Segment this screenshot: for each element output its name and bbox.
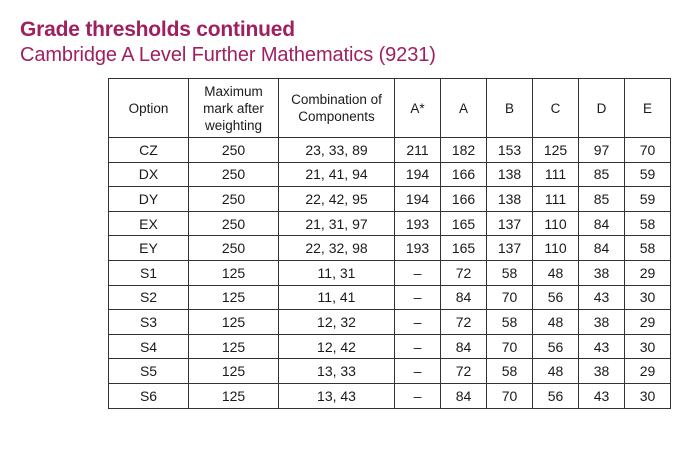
grade-thresholds-table — [108, 78, 671, 409]
cell-grade-c: 56 — [533, 285, 579, 310]
cell-grade-c: 48 — [533, 359, 579, 384]
header-grade-d: D — [579, 79, 625, 138]
cell-grade-astar: – — [395, 359, 441, 384]
cell-option: DX — [109, 162, 189, 187]
cell-option: EX — [109, 211, 189, 236]
cell-grade-d: 43 — [579, 285, 625, 310]
cell-combination: 11, 31 — [279, 260, 395, 285]
cell-grade-e: 29 — [625, 359, 671, 384]
cell-grade-d: 97 — [579, 138, 625, 163]
cell-grade-b: 70 — [487, 285, 533, 310]
cell-grade-astar: 194 — [395, 187, 441, 212]
cell-combination: 21, 31, 97 — [279, 211, 395, 236]
header-grade-a: A — [441, 79, 487, 138]
table-row — [109, 260, 671, 285]
cell-option: S4 — [109, 334, 189, 359]
cell-combination: 12, 42 — [279, 334, 395, 359]
cell-grade-c: 110 — [533, 236, 579, 261]
table-row — [109, 187, 671, 212]
cell-grade-b: 70 — [487, 334, 533, 359]
cell-grade-astar: – — [395, 260, 441, 285]
cell-max-mark: 250 — [189, 138, 279, 163]
table-row — [109, 359, 671, 384]
cell-grade-a: 165 — [441, 236, 487, 261]
cell-combination: 22, 42, 95 — [279, 187, 395, 212]
cell-grade-b: 137 — [487, 211, 533, 236]
cell-max-mark: 125 — [189, 285, 279, 310]
cell-grade-astar: 193 — [395, 236, 441, 261]
cell-grade-a: 84 — [441, 285, 487, 310]
cell-grade-b: 58 — [487, 359, 533, 384]
cell-grade-c: 56 — [533, 383, 579, 408]
cell-grade-c: 48 — [533, 260, 579, 285]
cell-grade-d: 84 — [579, 236, 625, 261]
cell-grade-a: 84 — [441, 383, 487, 408]
header-combination: Combination of Components — [279, 79, 395, 138]
cell-grade-astar: – — [395, 334, 441, 359]
cell-max-mark: 125 — [189, 334, 279, 359]
cell-max-mark: 250 — [189, 211, 279, 236]
page-heading: Grade thresholds continued — [20, 18, 295, 41]
cell-option: S2 — [109, 285, 189, 310]
cell-grade-e: 59 — [625, 162, 671, 187]
cell-grade-astar: 193 — [395, 211, 441, 236]
cell-grade-c: 56 — [533, 334, 579, 359]
header-grade-astar: A* — [395, 79, 441, 138]
cell-option: DY — [109, 187, 189, 212]
cell-grade-e: 30 — [625, 383, 671, 408]
cell-grade-a: 72 — [441, 260, 487, 285]
cell-option: EY — [109, 236, 189, 261]
header-option: Option — [109, 79, 189, 138]
cell-grade-e: 29 — [625, 310, 671, 335]
cell-grade-e: 58 — [625, 236, 671, 261]
cell-grade-d: 38 — [579, 359, 625, 384]
cell-grade-a: 72 — [441, 359, 487, 384]
header-grade-b: B — [487, 79, 533, 138]
cell-combination: 23, 33, 89 — [279, 138, 395, 163]
cell-max-mark: 125 — [189, 310, 279, 335]
cell-grade-e: 29 — [625, 260, 671, 285]
table-row — [109, 162, 671, 187]
cell-option: CZ — [109, 138, 189, 163]
cell-grade-e: 30 — [625, 334, 671, 359]
table-row — [109, 383, 671, 408]
table-header-row — [109, 79, 671, 138]
cell-grade-e: 30 — [625, 285, 671, 310]
cell-grade-e: 70 — [625, 138, 671, 163]
cell-grade-c: 111 — [533, 187, 579, 212]
cell-option: S6 — [109, 383, 189, 408]
table-row — [109, 334, 671, 359]
cell-grade-d: 85 — [579, 162, 625, 187]
table-row — [109, 138, 671, 163]
cell-grade-astar: 194 — [395, 162, 441, 187]
cell-grade-c: 125 — [533, 138, 579, 163]
cell-combination: 11, 41 — [279, 285, 395, 310]
cell-grade-b: 137 — [487, 236, 533, 261]
table-row — [109, 310, 671, 335]
table-row — [109, 236, 671, 261]
cell-max-mark: 250 — [189, 236, 279, 261]
cell-combination: 13, 43 — [279, 383, 395, 408]
cell-grade-b: 58 — [487, 310, 533, 335]
cell-grade-astar: – — [395, 310, 441, 335]
cell-grade-a: 166 — [441, 187, 487, 212]
cell-grade-c: 110 — [533, 211, 579, 236]
cell-grade-c: 111 — [533, 162, 579, 187]
cell-grade-e: 59 — [625, 187, 671, 212]
header-max-mark: Maximum mark after weighting — [189, 79, 279, 138]
cell-grade-b: 138 — [487, 162, 533, 187]
header-grade-c: C — [533, 79, 579, 138]
header-grade-e: E — [625, 79, 671, 138]
cell-combination: 13, 33 — [279, 359, 395, 384]
cell-grade-b: 153 — [487, 138, 533, 163]
cell-max-mark: 125 — [189, 359, 279, 384]
cell-max-mark: 125 — [189, 260, 279, 285]
cell-grade-astar: 211 — [395, 138, 441, 163]
cell-grade-d: 84 — [579, 211, 625, 236]
cell-option: S5 — [109, 359, 189, 384]
cell-max-mark: 125 — [189, 383, 279, 408]
cell-grade-a: 72 — [441, 310, 487, 335]
cell-grade-b: 58 — [487, 260, 533, 285]
cell-grade-d: 38 — [579, 310, 625, 335]
cell-option: S1 — [109, 260, 189, 285]
cell-grade-a: 84 — [441, 334, 487, 359]
cell-grade-d: 43 — [579, 334, 625, 359]
table-body — [109, 138, 671, 409]
cell-combination: 12, 32 — [279, 310, 395, 335]
cell-option: S3 — [109, 310, 189, 335]
cell-grade-d: 43 — [579, 383, 625, 408]
table-row — [109, 211, 671, 236]
cell-combination: 21, 41, 94 — [279, 162, 395, 187]
cell-grade-a: 166 — [441, 162, 487, 187]
cell-max-mark: 250 — [189, 162, 279, 187]
cell-combination: 22, 32, 98 — [279, 236, 395, 261]
cell-grade-b: 138 — [487, 187, 533, 212]
cell-grade-e: 58 — [625, 211, 671, 236]
cell-grade-a: 165 — [441, 211, 487, 236]
cell-grade-astar: – — [395, 383, 441, 408]
cell-grade-c: 48 — [533, 310, 579, 335]
cell-max-mark: 250 — [189, 187, 279, 212]
cell-grade-a: 182 — [441, 138, 487, 163]
table-row — [109, 285, 671, 310]
cell-grade-d: 85 — [579, 187, 625, 212]
cell-grade-b: 70 — [487, 383, 533, 408]
cell-grade-astar: – — [395, 285, 441, 310]
page-subheading: Cambridge A Level Further Mathematics (9231) — [20, 44, 436, 66]
cell-grade-d: 38 — [579, 260, 625, 285]
